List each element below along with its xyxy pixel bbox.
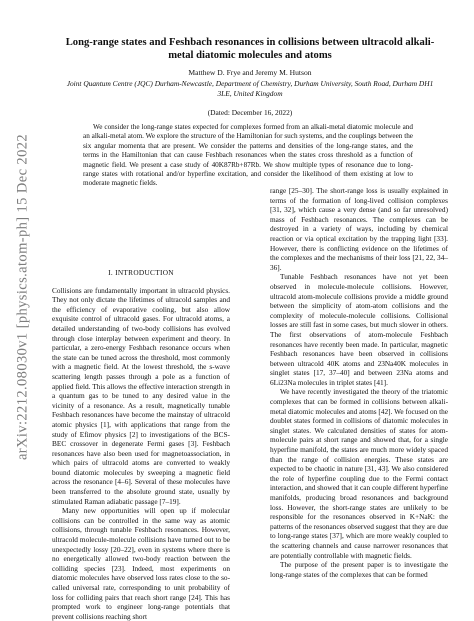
body-paragraph: Collisions are fundamentally important in ultracold physics. They not only dictate the lifetimes of ultracold samples and the efficiency of evaporative cooling, but also allow exquisite control of ultracold gases. For ultracold atoms, a detailed understanding of two-body collisions has evolved through close interplay between experiment and theory. In particular, a zero-energy Feshbach resonance occurs when the state can be tuned across the threshold, most commonly with a magnetic field. At the lowest threshold, the s-wave scattering length passes through a pole as a function of applied field. This allows the effective interaction strength in a quantum gas to be tuned to any desired value in the vicinity of a resonance. As a result, magnetically tunable Feshbach resonances have become the mainstay of ultracold atomic physics [1], with applications that range from the study of Efimov physics [2] to investigations of the BCS-BEC crossover in degenerate Fermi gases [3]. Feshbach resonances have also been used for magnetoassociation, in which pairs of ultracold atoms are converted to weakly bound diatomic molecules by sweeping a magnetic field across the resonance [4–6]. Several of these molecules have been transferred to the absolute ground state, usually by stimulated Raman adiabatic passage [7–19].: [52, 285, 230, 506]
right-column: [270, 186, 448, 607]
paper-title: Long-range states and Feshbach resonances in collisions between ultracold alkali-metal diatomic molecules and atoms: [65, 37, 435, 61]
body-paragraph: Tunable Feshbach resonances have not yet been observed in molecule-molecule collisions. However, ultracold atom-molecule collisions provide a middle ground between the simplicity of atom-atom collisions and the complexity of molecule-molecule collisions. Collisional losses are still fast in some cases, but much slower in others. The first observations of atom-molecule Feshbach resonances have recently been made. In particular, magnetic Feshbach resonances have been observed in collisions between ultracold 40K atoms and 23Na40K molecules in singlet states [17, 37–40] and between 23Na atoms and 6Li23Na molecules in triplet states [41].: [270, 272, 448, 387]
paper-authors: Matthew D. Frye and Jeremy M. Hutson: [188, 68, 312, 77]
arxiv-stamp-text: arXiv:2212.08030v1 [physics.atom-ph] 15 Dec 2022: [14, 133, 31, 461]
body-paragraph: range [25–30]. The short-range loss is usually explained in terms of the formation of long-lived collision complexes [31, 32], which cause a very dense (and so far unresolved) mass of Feshbach resonances. The complexes can be destroyed in a variety of ways, including by chemical reaction or via optical excitation by the trapping light [33]. However, there is conflicting evidence on the lifetimes of the complexes and the mechanisms of their loss [21, 22, 34–36].: [270, 186, 448, 272]
section-heading-introduction: I. INTRODUCTION: [108, 268, 174, 277]
paper-date: (Dated: December 16, 2022): [207, 108, 293, 117]
paper-abstract: We consider the long-range states expected for complexes formed from an alkali-metal diatomic molecule and an alkali-metal atom. We explore the structure of the Hamiltonian for such systems, and the couplings between the six angular momenta that are present. We consider the patterns and densities of the long-range states, and the terms in the Hamiltonian that can cause Feshbach resonances when the states cross threshold as a function of magnetic field. We present a case study of 40K87Rb+87Rb. We show multiple types of resonance due to long-range states with rotational and/or hyperfine excitation, and consider the likelihood of them existing at low to moderate magnetic fields.: [83, 123, 413, 188]
body-paragraph: We have recently investigated the theory of the triatomic complexes that can be formed in collisions between alkali-metal diatomic molecules and atoms [42]. We focused on the doublet states formed in collisions of diatomic molecules in singlet states. We calculated densities of states for atom-molecule pairs at short range and showed that, for a single hyperfine manifold, the states are much more widely spaced than the range of collision energies. These states are expected to be chaotic in nature [31, 43]. We also considered the role of hyperfine coupling due to the Fermi contact interaction, and showed that it can couple different hyperfine manifolds, producing broad resonances and background loss. However, the short-range states are unlikely to be responsible for the resonances observed in K+NaK: the patterns of the resonances observed suggest that they are due to long-range states [37], which are more weakly coupled to the scattering channels and cause narrower resonances that are potentially controllable with magnetic fields.: [270, 387, 449, 560]
body-paragraph: The purpose of the present paper is to investigate the long-range states of the complexes that can be formed: [270, 560, 448, 579]
arxiv-stamp[interactable]: [13, 62, 33, 532]
left-column: [52, 262, 230, 621]
body-paragraph: Many new opportunities will open up if molecular collisions can be controlled in the same way as atomic collisions, through tunable Feshbach resonances. However, ultracold molecule-molecule collisions have turned out to be unexpectedly lossy [20–22], even in systems where there is no energetically allowed two-body reaction between the colliding species [23]. Indeed, most experiments on diatomic molecules have observed loss rates close to the so-called universal rate, corresponding to unit probability of loss for colliding pairs that reach short range [24]. This has prompted work to engineer long-range potentials that prevent collisions reaching short: [52, 506, 230, 621]
paper-affiliation: Joint Quantum Centre (JQC) Durham-Newcastle, Department of Chemistry, Durham University, South Road, Durham DH1 3LE, United Kingdom: [66, 79, 434, 98]
